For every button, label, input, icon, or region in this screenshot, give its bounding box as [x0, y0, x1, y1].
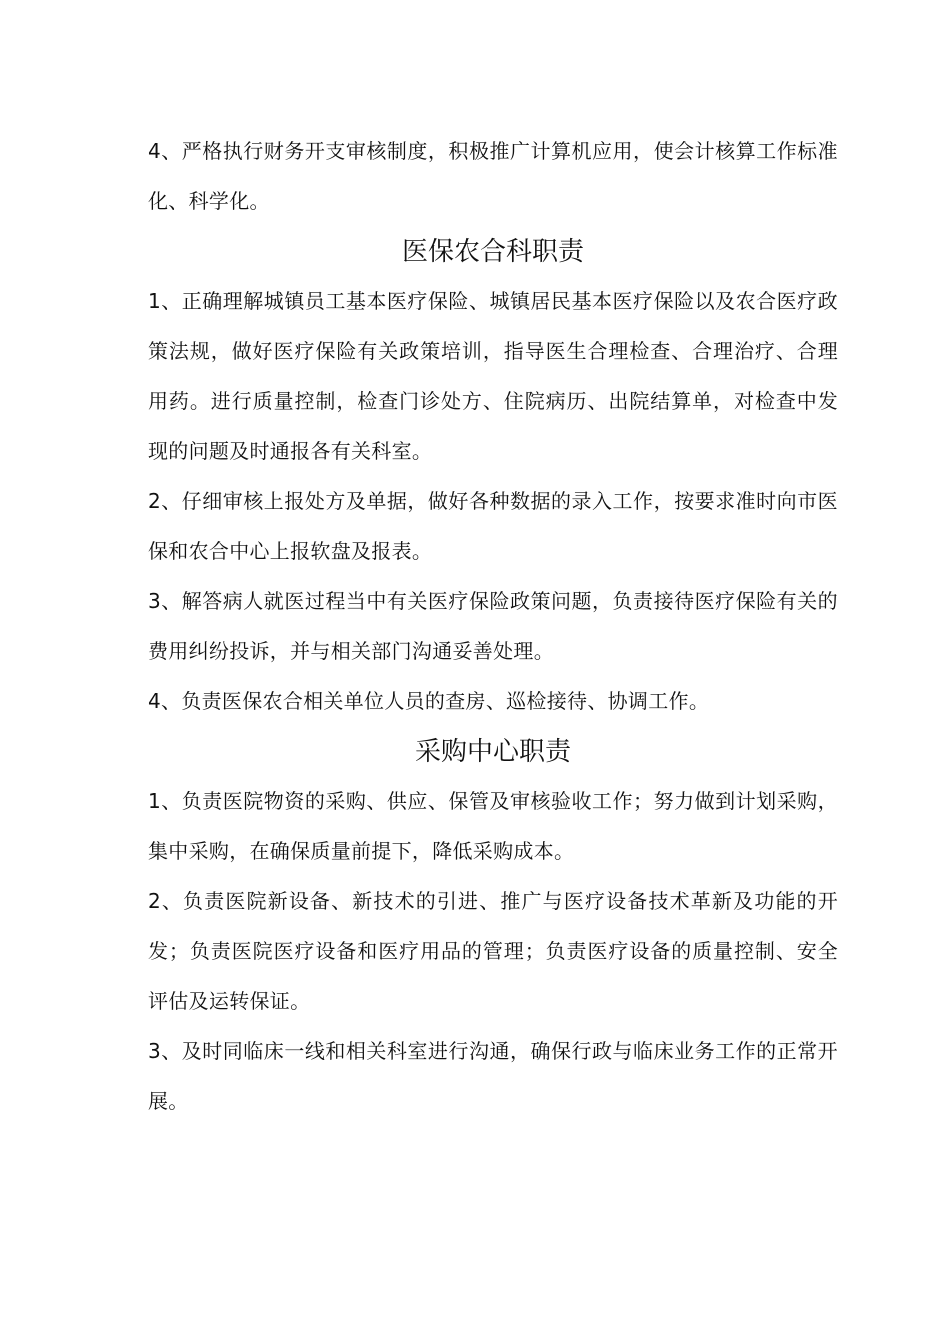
medical-insurance-duty-4: 4、负责医保农合相关单位人员的查房、巡检接待、协调工作。 [148, 689, 710, 713]
finance-duty-4: 4、严格执行财务开支审核制度，积极推广计算机应用，使会计核算工作标准化、科学化。 [148, 139, 838, 213]
procurement-duty-1: 1、负责医院物资的采购、供应、保管及审核验收工作；努力做到计划采购，集中采购，在确保质量前提下，降低采购成本。 [148, 789, 838, 863]
medical-insurance-title: 医保农合科职责 [401, 237, 584, 267]
medical-insurance-duty-1: 1、正确理解城镇员工基本医疗保险、城镇居民基本医疗保险以及农合医疗政策法规，做好医疗保险有关政策培训，指导医生合理检查、合理治疗、合理用药。进行质量控制，检查门诊处方、住院病历、出院结算单，对检查中发现的问题及时通报各有关科室。 [148, 289, 838, 463]
procurement-duty-2: 2、负责医院新设备、新技术的引进、推广与医疗设备技术革新及功能的开发；负责医院医疗设备和医疗用品的管理；负责医疗设备的质量控制、安全评估及运转保证。 [148, 889, 838, 1013]
medical-insurance-duty-3: 3、解答病人就医过程当中有关医疗保险政策问题，负责接待医疗保险有关的费用纠纷投诉，并与相关部门沟通妥善处理。 [148, 589, 838, 663]
medical-insurance-duty-2: 2、仔细审核上报处方及单据，做好各种数据的录入工作，按要求准时向市医保和农合中心上报软盘及报表。 [148, 489, 838, 563]
procurement-duty-3: 3、及时同临床一线和相关科室进行沟通，确保行政与临床业务工作的正常开展。 [148, 1039, 838, 1113]
procurement-title: 采购中心职责 [414, 737, 571, 767]
document-page [148, 126, 838, 1126]
